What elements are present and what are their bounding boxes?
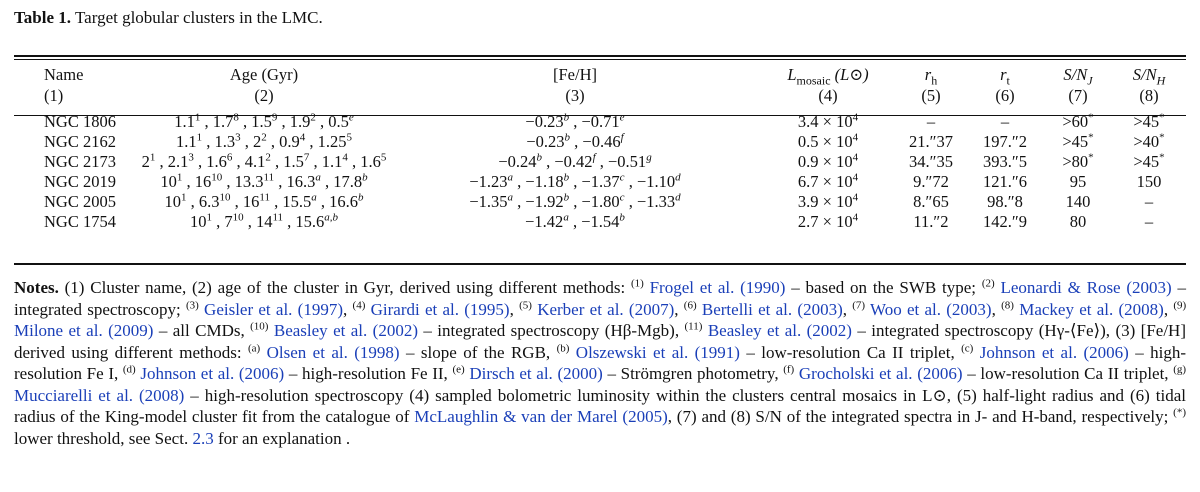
feh-reference: a bbox=[563, 211, 569, 224]
notes-text: – high-resolution spectroscopy (4) sampled bolometric luminosity within the clusters central mosaics in L⊙, (5) half-light radius and (6) tidal radius of the King-model cluster fit from the catalogue of bbox=[14, 385, 1186, 426]
snj-mark: * bbox=[1088, 151, 1094, 164]
feh-value: −1.42 bbox=[525, 212, 564, 231]
notes-marker: (1) bbox=[630, 277, 644, 290]
rh-value: 9.″72 bbox=[913, 172, 949, 191]
snh-value: – bbox=[1144, 212, 1154, 231]
age-value: 14 bbox=[255, 212, 273, 231]
notes-text: lower threshold, see Sect. bbox=[14, 428, 193, 448]
age-value: 16.3 bbox=[286, 172, 316, 191]
header-snj: $S/N_J$ bbox=[1063, 65, 1093, 88]
citation-link[interactable]: McLaughlin & van der Marel (2005) bbox=[414, 407, 668, 426]
citation-link[interactable]: Mucciarelli et al. (2008) bbox=[14, 385, 185, 405]
age-value: 10 bbox=[189, 212, 207, 231]
citation-link[interactable]: Dirsch et al. (2000) bbox=[469, 364, 603, 383]
luminosity-cell bbox=[760, 192, 896, 212]
snr-h bbox=[1112, 212, 1186, 232]
feh-value: −1.37 bbox=[581, 172, 620, 191]
luminosity-exponent: 4 bbox=[852, 151, 859, 164]
rh-value: 11.″2 bbox=[913, 212, 949, 231]
feh-value: −1.23 bbox=[469, 172, 508, 191]
header-name: Name bbox=[44, 65, 84, 84]
feh-value: −1.80 bbox=[581, 192, 620, 211]
col-num-4: (4) bbox=[818, 86, 838, 105]
snh-value: >40 bbox=[1133, 132, 1160, 151]
luminosity-exponent: 4 bbox=[852, 131, 859, 144]
tidal-radius bbox=[966, 106, 1044, 132]
age-cell: $1.1^1$ , $1.7^8$ , $1.5^9$ , $1.9^2$ , 0.5e bbox=[174, 111, 354, 131]
notes-label: Notes. bbox=[14, 278, 59, 297]
luminosity-cell bbox=[760, 106, 896, 132]
age-value: 4.1 bbox=[244, 152, 266, 171]
age-reference: a bbox=[311, 191, 317, 204]
citation-link[interactable]: Olsen et al. (1998) bbox=[266, 342, 400, 362]
notes-marker: (6) bbox=[683, 298, 697, 311]
cluster-name bbox=[14, 172, 138, 192]
snr-h bbox=[1112, 192, 1186, 212]
notes-marker: (4) bbox=[352, 298, 366, 311]
age-value: 15.6 bbox=[295, 212, 325, 231]
rh-value: 8.″65 bbox=[913, 192, 949, 211]
feh-value: −0.24 bbox=[498, 152, 537, 171]
notes-text: – high-resolution Fe I, bbox=[14, 342, 1186, 383]
table-caption bbox=[14, 8, 323, 28]
citation-link[interactable]: Mackey et al. (2008) bbox=[1019, 299, 1164, 319]
citation-link[interactable]: Johnson et al. (2006) bbox=[979, 342, 1129, 362]
feh-reference: e bbox=[619, 111, 625, 124]
age-reference: 3 bbox=[188, 151, 194, 164]
feh-reference: b bbox=[563, 191, 570, 204]
feh-reference: d bbox=[675, 191, 681, 204]
clusters-table bbox=[14, 64, 1186, 232]
tidal-radius bbox=[966, 172, 1044, 192]
luminosity-value: 3.4 × 10 bbox=[797, 112, 853, 131]
snj-value: 80 bbox=[1069, 212, 1087, 231]
tidal-radius bbox=[966, 192, 1044, 212]
notes-text: – low-resolution Ca II triplet, bbox=[962, 364, 1174, 383]
half-light-radius bbox=[896, 172, 966, 192]
snj-mark: * bbox=[1088, 111, 1094, 124]
notes-marker: (8) bbox=[1001, 298, 1014, 311]
header-snh: $S/N_H$ bbox=[1132, 65, 1166, 88]
feh-cell: −1.35$^a$ , −1.92$^b$ , −1.80$^c$ , −1.33$^d$ bbox=[469, 191, 681, 211]
feh-reference: f bbox=[620, 131, 624, 144]
age-value: 1.3 bbox=[214, 132, 236, 151]
feh-value: −1.18 bbox=[525, 172, 564, 191]
notes-marker: (b) bbox=[556, 341, 570, 354]
cluster-name-text: NGC 2005 bbox=[44, 192, 116, 211]
snr-j bbox=[1044, 172, 1112, 192]
snh-mark: * bbox=[1159, 131, 1165, 144]
header-feh: [Fe/H] bbox=[553, 65, 597, 84]
age-reference: 7 bbox=[303, 151, 310, 164]
feh-value: −0.51 bbox=[608, 152, 647, 171]
snr-h bbox=[1112, 106, 1186, 132]
table-row bbox=[14, 172, 1186, 192]
age-reference: 1 bbox=[181, 191, 187, 204]
notes-text: (1) Cluster name, (2) age of the cluster in Gyr, derived using different methods: bbox=[58, 278, 631, 297]
age-reference: 2 bbox=[261, 131, 267, 144]
citation-link[interactable]: Frogel et al. (1990) bbox=[649, 278, 786, 297]
notes-text: – low-resolution Ca II triplet, bbox=[739, 342, 962, 362]
age-reference: a bbox=[315, 171, 321, 184]
col-num-3: (3) bbox=[565, 86, 585, 105]
notes-text: , bbox=[991, 299, 1002, 319]
age-reference: 1 bbox=[194, 111, 201, 124]
rt-value: 142.″9 bbox=[983, 212, 1027, 231]
col-num-2: (2) bbox=[254, 86, 274, 105]
age-reference: 4 bbox=[299, 131, 306, 144]
top-rule bbox=[14, 55, 1186, 57]
half-light-radius bbox=[896, 212, 966, 232]
feh-value: −1.92 bbox=[525, 192, 564, 211]
rt-value: 393.″5 bbox=[983, 152, 1027, 171]
feh-reference: b bbox=[563, 111, 570, 124]
age-cell: $2^1$ , $2.1^3$ , $1.6^6$ , $4.1^2$ , $1.5^7$ , $1.1^4$ , $1.6^5$ bbox=[141, 151, 387, 171]
age-value: 16 bbox=[242, 192, 260, 211]
feh-value: −1.33 bbox=[636, 192, 676, 211]
rh-value: 21.″37 bbox=[909, 132, 953, 151]
age-reference: 1 bbox=[149, 151, 156, 164]
notes-marker: (9) bbox=[1173, 298, 1187, 311]
table-row bbox=[14, 132, 1186, 152]
caption-text: Target globular clusters in the LMC. bbox=[74, 8, 323, 27]
cluster-name bbox=[14, 132, 138, 152]
feh-reference: c bbox=[619, 191, 625, 204]
notes-text: , bbox=[509, 299, 520, 319]
notes-text: , bbox=[343, 299, 353, 319]
feh-cell: −0.23$^b$ , −0.46$^f$ bbox=[526, 131, 624, 151]
notes-text: – integrated spectroscopy (Hβ-Mgb), bbox=[417, 321, 685, 340]
age-value: 2 bbox=[141, 152, 150, 171]
feh-reference: a bbox=[507, 191, 514, 204]
notes-text: – all CMDs, bbox=[153, 321, 251, 340]
luminosity-exponent: 4 bbox=[852, 191, 859, 204]
luminosity-exponent: 4 bbox=[852, 111, 859, 124]
age-reference: 2 bbox=[265, 151, 271, 164]
feh-cell: −0.23$^b$ , −0.71$^e$ bbox=[525, 111, 625, 131]
rh-value: – bbox=[926, 112, 936, 131]
snr-j bbox=[1044, 152, 1112, 172]
notes-marker: (7) bbox=[852, 298, 866, 311]
cluster-name-text: NGC 2173 bbox=[44, 152, 116, 171]
feh-reference: b bbox=[619, 211, 625, 224]
age-reference: 10 bbox=[219, 191, 231, 204]
age-value: 10 bbox=[160, 172, 177, 191]
snj-value: 95 bbox=[1069, 172, 1087, 191]
cluster-name-text: NGC 1806 bbox=[44, 112, 116, 131]
notes-text: – integrated spectroscopy (Hγ-⟨Fe⟩), (3) [Fe/H] derived using different methods: bbox=[14, 321, 1186, 362]
notes-text: for an explanation . bbox=[213, 428, 351, 448]
rt-value: 98.″8 bbox=[987, 192, 1023, 211]
header-row bbox=[14, 64, 1186, 85]
feh-reference: b bbox=[564, 131, 571, 144]
table-row bbox=[14, 152, 1186, 172]
age-value: 1.25 bbox=[317, 132, 347, 151]
snr-j bbox=[1044, 192, 1112, 212]
age-value: 13.3 bbox=[234, 172, 264, 191]
age-reference: b bbox=[362, 171, 368, 184]
age-reference: 6 bbox=[226, 151, 233, 164]
feh-reference: g bbox=[646, 151, 652, 164]
age-reference: 1 bbox=[206, 211, 212, 224]
feh-value: −0.71 bbox=[581, 112, 620, 131]
age-reference: 1 bbox=[176, 171, 183, 184]
age-value: 1.1 bbox=[321, 152, 343, 171]
notes-marker: (a) bbox=[247, 341, 261, 354]
citation-link[interactable]: Girardi et al. (1995) bbox=[370, 299, 510, 319]
luminosity-value: 2.7 × 10 bbox=[797, 212, 853, 231]
cluster-name bbox=[14, 212, 138, 232]
notes-marker: (c) bbox=[961, 341, 974, 354]
luminosity-cell bbox=[760, 212, 896, 232]
notes-text: – integrated spectroscopy; bbox=[14, 278, 1187, 319]
snh-mark: * bbox=[1159, 111, 1165, 124]
notes-marker: (d) bbox=[122, 363, 136, 376]
snj-value: 140 bbox=[1065, 192, 1091, 211]
half-light-radius bbox=[896, 132, 966, 152]
age-cell: $10^1$ , $16^{10}$ , 13.3$^{11}$ , 16.3$^a$ , 17.8$^b$ bbox=[160, 171, 368, 191]
luminosity-exponent: 4 bbox=[852, 171, 859, 184]
snj-mark: * bbox=[1088, 131, 1094, 144]
notes-text: – Strömgren photometry, bbox=[602, 364, 784, 383]
snj-value: >80 bbox=[1062, 152, 1089, 171]
tidal-radius bbox=[966, 132, 1044, 152]
age-value: 1.5 bbox=[283, 152, 304, 171]
snr-j bbox=[1044, 212, 1112, 232]
header-number-row bbox=[14, 85, 1186, 106]
age-value: 1.1 bbox=[176, 132, 197, 151]
table-row bbox=[14, 106, 1186, 132]
age-value: 10 bbox=[164, 192, 182, 211]
notes-marker: (g) bbox=[1173, 363, 1187, 376]
luminosity-cell bbox=[760, 132, 896, 152]
table-notes bbox=[14, 277, 1186, 449]
tidal-radius bbox=[966, 212, 1044, 232]
feh-value: −0.46 bbox=[582, 132, 621, 151]
age-reference: 8 bbox=[233, 111, 239, 124]
header-rt: $r_t$ bbox=[1000, 65, 1010, 88]
half-light-radius bbox=[896, 106, 966, 132]
citation-link[interactable]: Johnson et al. (2006) bbox=[140, 364, 285, 383]
cluster-name bbox=[14, 152, 138, 172]
citation-link[interactable]: Geisler et al. (1997) bbox=[204, 299, 344, 319]
citation-link[interactable]: 2.3 bbox=[192, 428, 214, 448]
top-rule-double bbox=[14, 59, 1186, 61]
notes-marker: (*) bbox=[1173, 406, 1186, 419]
age-reference: 5 bbox=[346, 131, 352, 144]
notes-marker: (2) bbox=[981, 277, 995, 290]
feh-value: −1.35 bbox=[469, 192, 508, 211]
snr-h bbox=[1112, 172, 1186, 192]
citation-link[interactable]: Bertelli et al. (2003) bbox=[701, 299, 843, 319]
age-reference: 11 bbox=[259, 191, 270, 204]
luminosity-value: 3.9 × 10 bbox=[797, 192, 853, 211]
feh-reference: b bbox=[563, 171, 570, 184]
notes-marker: (f) bbox=[783, 363, 795, 376]
header-rh: $r_h$ bbox=[924, 65, 938, 88]
table-row bbox=[14, 212, 1186, 232]
age-reference: 10 bbox=[232, 211, 244, 224]
feh-value: −0.23 bbox=[525, 112, 564, 131]
age-value: 2 bbox=[253, 132, 262, 151]
age-value: 7 bbox=[224, 212, 233, 231]
luminosity-exponent: 4 bbox=[852, 211, 859, 224]
age-cell: $10^1$ , $7^{10}$ , $14^{11}$ , 15.6$^{a,b}$ bbox=[189, 211, 339, 231]
cluster-name bbox=[14, 106, 138, 132]
snh-value: >45 bbox=[1133, 112, 1160, 131]
citation-link[interactable]: Woo et al. (2003) bbox=[870, 299, 992, 319]
age-reference: 3 bbox=[235, 131, 241, 144]
citation-link[interactable]: Milone et al. (2009) bbox=[14, 321, 154, 340]
luminosity-value: 0.5 × 10 bbox=[797, 132, 853, 151]
notes-text: , bbox=[1163, 299, 1174, 319]
feh-reference: d bbox=[675, 171, 681, 184]
age-value: 6.3 bbox=[198, 192, 220, 211]
age-value: 0.9 bbox=[279, 132, 300, 151]
cluster-name-text: NGC 1754 bbox=[44, 212, 116, 231]
col-num-1: (1) bbox=[44, 86, 64, 105]
col-num-6: (6) bbox=[995, 86, 1015, 105]
age-reference: 4 bbox=[342, 151, 348, 164]
feh-cell: −1.42$^a$ , −1.54$^b$ bbox=[525, 211, 625, 231]
notes-text: , bbox=[674, 299, 684, 319]
notes-marker: (10) bbox=[250, 320, 269, 333]
feh-reference: b bbox=[536, 151, 542, 164]
snj-value: >45 bbox=[1062, 132, 1089, 151]
half-light-radius bbox=[896, 152, 966, 172]
luminosity-cell bbox=[760, 172, 896, 192]
age-reference: 11 bbox=[272, 211, 284, 224]
age-cell: $1.1^1$ , $1.3^3$ , $2^2$ , $0.9^4$ , 1.25$^5$ bbox=[176, 131, 352, 151]
col-num-8: (8) bbox=[1139, 86, 1159, 105]
age-value: 0.5 bbox=[328, 112, 349, 131]
age-reference: 9 bbox=[271, 111, 278, 124]
luminosity-cell bbox=[760, 152, 896, 172]
notes-text: – slope of the RGB, bbox=[399, 342, 557, 362]
age-value: 16 bbox=[194, 172, 212, 191]
col-num-7: (7) bbox=[1068, 86, 1088, 105]
notes-marker: (11) bbox=[684, 320, 703, 333]
feh-value: −1.54 bbox=[581, 212, 620, 231]
notes-text: , bbox=[842, 299, 853, 319]
header-luminosity: $L_{mosaic}$ (L⊙) bbox=[787, 65, 869, 88]
citation-link[interactable]: Grocholski et al. (2006) bbox=[798, 364, 963, 383]
age-value: 16.6 bbox=[329, 192, 358, 211]
feh-reference: a bbox=[507, 171, 514, 184]
age-reference: 10 bbox=[211, 171, 223, 184]
notes-text: – based on the SWB type; bbox=[785, 278, 982, 297]
cluster-name bbox=[14, 192, 138, 212]
feh-reference: f bbox=[592, 151, 596, 164]
notes-text: – high-resolution Fe II, bbox=[284, 364, 453, 383]
citation-link[interactable]: Beasley et al. (2002) bbox=[273, 321, 418, 340]
cluster-name-text: NGC 2019 bbox=[44, 172, 116, 191]
citation-link[interactable]: Beasley et al. (2002) bbox=[707, 321, 852, 340]
snj-value: >60 bbox=[1062, 112, 1089, 131]
rt-value: 121.″6 bbox=[983, 172, 1027, 191]
age-reference: 2 bbox=[310, 111, 316, 124]
feh-value: −1.10 bbox=[636, 172, 676, 191]
caption-label: Table 1. bbox=[14, 8, 72, 27]
feh-cell: −1.23$^a$ , −1.18$^b$ , −1.37$^c$ , −1.10$^d$ bbox=[469, 171, 681, 191]
age-value: 17.8 bbox=[333, 172, 363, 191]
age-reference: 5 bbox=[380, 151, 387, 164]
notes-marker: (e) bbox=[452, 363, 465, 376]
tidal-radius bbox=[966, 152, 1044, 172]
col-num-5: (5) bbox=[921, 86, 941, 105]
age-reference: 11 bbox=[263, 171, 275, 184]
age-value: 1.6 bbox=[206, 152, 227, 171]
age-reference: a,b bbox=[324, 211, 339, 224]
rh-value: 34.″35 bbox=[909, 152, 953, 171]
age-value: 1.5 bbox=[251, 112, 272, 131]
feh-value: −0.42 bbox=[554, 152, 593, 171]
citation-link[interactable]: Kerber et al. (2007) bbox=[537, 299, 675, 319]
feh-reference: c bbox=[619, 171, 625, 184]
snr-j bbox=[1044, 132, 1112, 152]
age-reference: b bbox=[357, 191, 364, 204]
notes-text: , (7) and (8) S/N of the integrated spectra in J- and H-band, respectively; bbox=[667, 407, 1174, 426]
rt-value: 197.″2 bbox=[983, 132, 1027, 151]
half-light-radius bbox=[896, 192, 966, 212]
snr-h bbox=[1112, 152, 1186, 172]
feh-cell: −0.24$^b$ , −0.42$^f$ , −0.51$^g$ bbox=[498, 151, 652, 171]
snh-value: – bbox=[1144, 192, 1154, 211]
snr-h bbox=[1112, 132, 1186, 152]
age-reference: 1 bbox=[196, 131, 203, 144]
cluster-name-text: NGC 2162 bbox=[44, 132, 116, 151]
age-cell: $10^1$ , $6.3^{10}$ , $16^{11}$ , 15.5$^a$ , 16.6$^b$ bbox=[164, 191, 364, 211]
bottom-rule bbox=[14, 263, 1186, 265]
table-row bbox=[14, 192, 1186, 212]
feh-value: −0.23 bbox=[526, 132, 565, 151]
rt-value: – bbox=[1000, 112, 1010, 131]
header-age: Age (Gyr) bbox=[229, 65, 299, 84]
notes-marker: (5) bbox=[519, 298, 532, 311]
snh-mark: * bbox=[1159, 151, 1165, 164]
citation-link[interactable]: Olszewski et al. (1991) bbox=[575, 342, 740, 362]
age-value: 1.7 bbox=[212, 112, 234, 131]
snr-j bbox=[1044, 106, 1112, 132]
luminosity-value: 6.7 × 10 bbox=[797, 172, 853, 191]
age-reference: e bbox=[348, 111, 354, 124]
snh-value: >45 bbox=[1133, 152, 1160, 171]
citation-link[interactable]: Leonardi & Rose (2003) bbox=[1000, 278, 1172, 297]
age-value: 2.1 bbox=[167, 152, 189, 171]
snh-value: 150 bbox=[1136, 172, 1162, 191]
age-value: 1.1 bbox=[174, 112, 195, 131]
age-value: 15.5 bbox=[282, 192, 312, 211]
age-value: 1.6 bbox=[360, 152, 381, 171]
luminosity-value: 0.9 × 10 bbox=[797, 152, 853, 171]
notes-marker: (3) bbox=[185, 298, 199, 311]
age-value: 1.9 bbox=[289, 112, 311, 131]
